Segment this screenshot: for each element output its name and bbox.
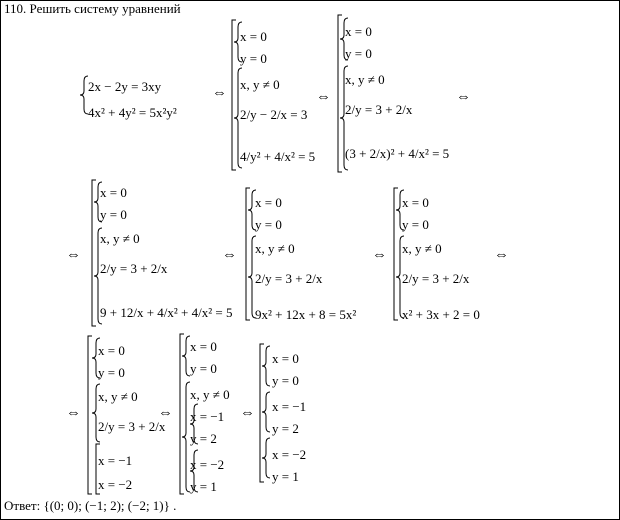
system-brace [262,438,270,478]
equation-line: x, y ≠ 0 [240,77,280,92]
equation-line: 2x − 2y = 3xy [88,79,162,94]
equation-line: x = −2 [272,447,307,462]
equation-line: y = 1 [190,479,217,494]
equation-line: y = 0 [98,365,125,380]
equation-line: y = 2 [190,431,217,446]
equation-line: x = 0 [272,351,299,366]
equivalence-arrow: ⇔ [372,247,387,263]
equation-line: x = −1 [190,409,225,424]
equation-line: x = 0 [240,29,267,44]
equation-line: 9x² + 12x + 8 = 5x² [255,307,357,322]
equation-line: x, y ≠ 0 [345,72,385,87]
equation-line: x = −2 [190,457,225,472]
equation-line: y = 0 [345,46,372,61]
equation-line: y = 0 [100,207,127,222]
equation-line: x = 0 [190,339,217,354]
equation-line: y = 0 [190,361,217,376]
answer-value: {(0; 0); (−1; 2); (−2; 1)} . [43,498,177,513]
union-bracket [88,336,92,494]
equation-line: 2/y = 3 + 2/x [255,271,323,286]
equivalence-arrow: ⇔ [456,89,471,105]
equation-line: 2/y = 3 + 2/x [100,261,168,276]
union-bracket [394,188,398,320]
union-bracket [180,334,184,494]
equation-line: y = 0 [240,51,267,66]
system-brace [80,76,88,114]
equivalence-arrow: ⇔ [158,405,173,421]
union-bracket [246,188,250,320]
equation-line: x, y ≠ 0 [402,241,442,256]
equation-line: x, y ≠ 0 [100,231,140,246]
equation-line: x, y ≠ 0 [190,387,230,402]
equivalence-arrow: ⇔ [222,247,237,263]
equation-line: x = 0 [402,195,429,210]
system-brace [262,346,270,386]
equation-line: y = 2 [272,421,299,436]
equation-line: x² + 3x + 2 = 0 [402,307,480,322]
equivalence-arrow: ⇔ [494,247,509,263]
equation-line: y = 0 [402,217,429,232]
equation-line: 9 + 12/x + 4/x² + 4/x² = 5 [100,305,233,320]
equation-line: x = −1 [272,399,307,414]
equation-line: x, y ≠ 0 [255,241,295,256]
equivalence-arrow: ⇔ [316,89,331,105]
equation-line: x = −2 [98,477,133,492]
equation-line: x, y ≠ 0 [98,389,138,404]
equation-line: 4/y² + 4/x² = 5 [240,149,316,164]
equation-line: 4x² + 4y² = 5x²y² [88,105,177,120]
equation-line: y = 1 [272,469,299,484]
equivalence-arrow: ⇔ [66,405,81,421]
answer-line [4,498,176,514]
equation-line: x = 0 [345,24,372,39]
equivalence-arrow: ⇔ [212,85,227,101]
equation-line: 2/y = 3 + 2/x [98,419,166,434]
equation-line: y = 0 [272,373,299,388]
equation-line: 2/y − 2/x = 3 [240,107,308,122]
system-brace [182,382,190,492]
system-brace [262,392,270,432]
equation-line: 2/y = 3 + 2/x [402,271,470,286]
equation-line: x = 0 [255,195,282,210]
equivalence-arrow: ⇔ [66,247,81,263]
equation-line: (3 + 2/x)² + 4/x² = 5 [345,146,450,161]
equation-line: 2/y = 3 + 2/x [345,102,413,117]
system-brace [182,336,190,376]
equation-line: x = −1 [98,453,133,468]
equation-line: x = 0 [98,343,125,358]
equation-line: x = 0 [100,185,127,200]
equivalence-arrow: ⇔ [240,405,255,421]
equation-line: y = 0 [255,217,282,232]
union-bracket [260,344,264,482]
answer-label: Ответ: [4,498,41,513]
problem-title: 110. Решить систему уравнений [4,1,181,16]
